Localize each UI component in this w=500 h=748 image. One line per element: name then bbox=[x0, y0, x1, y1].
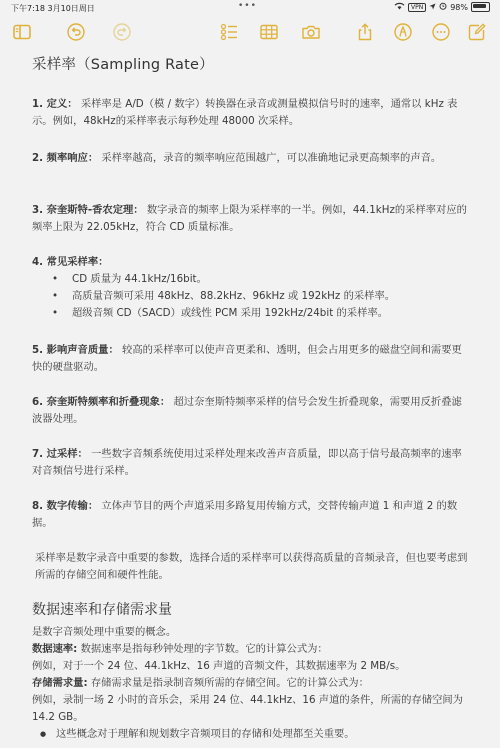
redo-icon bbox=[112, 22, 132, 42]
note-item-definition bbox=[32, 96, 472, 130]
vpn-badge: VPN bbox=[408, 3, 426, 12]
redo-button[interactable] bbox=[110, 20, 134, 44]
camera-button[interactable] bbox=[299, 20, 323, 44]
item-label: 2. 频率响应： bbox=[32, 152, 99, 164]
ellipsis-icon bbox=[431, 22, 451, 42]
note-item-aliasing bbox=[32, 394, 472, 428]
table-icon bbox=[259, 22, 279, 42]
note-item-digital-transmission bbox=[32, 498, 472, 532]
note-item-frequency-response bbox=[32, 150, 472, 167]
compose-button[interactable] bbox=[465, 20, 489, 44]
note-item-common-rates bbox=[32, 254, 472, 322]
item-label: 8. 数字传输： bbox=[32, 500, 99, 512]
rate-text: 数据速率是指每秒钟处理的字节数。它的计算公式为： bbox=[77, 643, 328, 655]
section2-intro: 是数字音频处理中重要的概念。 bbox=[32, 626, 177, 638]
undo-icon bbox=[66, 22, 86, 42]
status-bar bbox=[0, 0, 500, 14]
item-label: 5. 影响声音质量： bbox=[32, 344, 119, 356]
table-button[interactable] bbox=[257, 20, 281, 44]
notes-toolbar bbox=[0, 20, 500, 48]
more-button[interactable] bbox=[429, 20, 453, 44]
location-icon bbox=[429, 3, 436, 12]
note-item-sound-quality bbox=[32, 342, 472, 376]
list-item: • CD 质量为 44.1kHz/16bit。 bbox=[32, 271, 472, 288]
item-text: 一些数字音频系统使用过采样处理来改善声音质量，即以高于信号最高频率的速率对音频信号进行采样。 bbox=[32, 448, 462, 477]
item-label: 3. 奈奎斯特-香农定理： bbox=[32, 204, 144, 216]
compose-icon bbox=[467, 22, 487, 42]
storage-text: 存储需求量是指录制音频所需的存储空间。它的计算公式为： bbox=[87, 677, 369, 689]
section2-title: 数据速率和存储需求量 bbox=[32, 602, 172, 618]
pen-icon bbox=[393, 22, 413, 42]
storage-example: 例如，录制一场 2 小时的音乐会，采用 24 位、44.1kHz、16 声道的条件，所需的存储空间为 14.2 GB。 bbox=[32, 694, 463, 723]
battery-icon bbox=[471, 2, 490, 12]
multitasking-dots-icon[interactable]: ••• bbox=[238, 1, 257, 11]
list-item: • 超级音频 CD（SACD）或线性 PCM 采用 192kHz/24bit 的采样率。 bbox=[32, 305, 472, 322]
item-text: 超过奈奎斯特频率采样的信号会发生折叠现象，需要用反折叠滤波器处理。 bbox=[32, 396, 462, 425]
item-text: 较高的采样率可以使声音更柔和、透明，但会占用更多的磁盘空间和需要更快的硬盘驱动。 bbox=[32, 344, 462, 373]
closing-bullet: ● 这些概念对于理解和规划数字音频项目的存储和处理都至关重要。 bbox=[32, 726, 472, 743]
sidebar-toggle-button[interactable] bbox=[10, 20, 34, 44]
item-text: 数字录音的频率上限为采样率的一半。例如，44.1kHz的采样率对应的频率上限为 22.05kHz，符合 CD 质量标准。 bbox=[32, 204, 467, 233]
camera-icon bbox=[301, 22, 321, 42]
checklist-icon bbox=[219, 22, 239, 42]
alarm-icon bbox=[439, 2, 447, 12]
share-icon bbox=[355, 22, 375, 42]
undo-button[interactable] bbox=[64, 20, 88, 44]
markup-button[interactable] bbox=[391, 20, 415, 44]
summary-text: 采样率是数字录音中重要的参数，选择合适的采样率可以获得高质量的音频录音，但也要考虑到所需的存储空间和硬件性能。 bbox=[35, 552, 468, 581]
item-label: 6. 奈奎斯特频率和折叠现象： bbox=[32, 396, 171, 408]
note-title: 采样率（Sampling Rate） bbox=[32, 57, 214, 73]
item-label: 7. 过采样： bbox=[32, 448, 88, 460]
note-item-nyquist-theorem bbox=[32, 202, 472, 236]
common-rates-list bbox=[32, 271, 472, 322]
battery-percent: 98% bbox=[450, 2, 468, 12]
wifi-icon bbox=[394, 2, 405, 12]
sidebar-icon bbox=[12, 22, 32, 42]
rate-example: 例如，对于一个 24 位、44.1kHz、16 声道的音频文件，其数据速率为 2 MB/s。 bbox=[32, 660, 406, 672]
storage-label: 存储需求量: bbox=[32, 677, 88, 689]
item-text: 立体声节目的两个声道采用多路复用传输方式，交替传输声道 1 和声道 2 的数据。 bbox=[32, 500, 458, 529]
item-label: 1. 定义： bbox=[32, 98, 78, 110]
note-item-oversampling bbox=[32, 446, 472, 480]
status-indicators bbox=[394, 2, 490, 12]
list-item: • 高质量音频可采用 48kHz、88.2kHz、96kHz 或 192kHz 的采样率。 bbox=[32, 288, 472, 305]
checklist-button[interactable] bbox=[217, 20, 241, 44]
status-time-date: 下午7:18 3月10日周日 bbox=[11, 4, 95, 13]
item-text: 采样率越高，录音的频率响应范围越广，可以准确地记录更高频率的声音。 bbox=[98, 152, 442, 164]
section2-body bbox=[32, 624, 472, 743]
share-button[interactable] bbox=[353, 20, 377, 44]
item-text: 采样率是 A/D（模 / 数字）转换器在录音或测量模拟信号时的速率，通常以 kHz 表示。例如，48kHz的采样率表示每秒处理 48000 次采样。 bbox=[32, 98, 458, 127]
item-label: 4. 常见采样率： bbox=[32, 256, 109, 268]
rate-label: 数据速率: bbox=[32, 643, 78, 655]
note-summary bbox=[32, 550, 472, 584]
